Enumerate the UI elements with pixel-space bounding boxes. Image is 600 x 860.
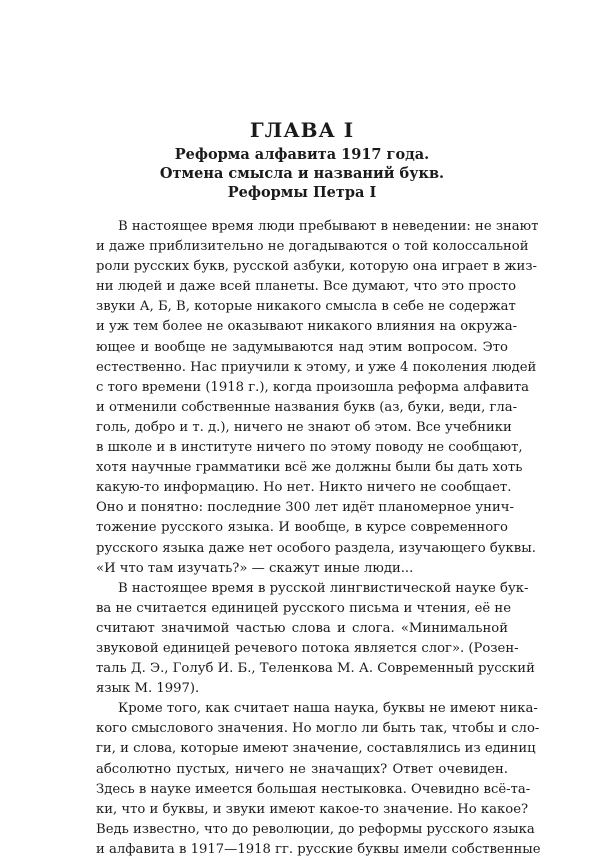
text-line: звуки А, Б, В, которые никакого смысла в себе не содержат	[96, 299, 516, 315]
text-line: ни людей и даже всей планеты. Все думают, что это просто	[96, 279, 517, 295]
text-line: Ведь известно, что до революции, до реформы русского языка	[96, 821, 535, 837]
chapter-subtitle	[96, 145, 508, 202]
text-line: русского языка даже нет особого раздела, изучающего буквы.	[96, 540, 536, 556]
text-line: хотя научные грамматики всё же должны были бы дать хоть	[96, 460, 523, 476]
text-line: и даже приблизительно не догадываются о той колоссальной	[96, 239, 529, 255]
text-line: естественно. Нас приучили к этому, и уже 4 поколения людей	[96, 359, 537, 375]
text-line: какую-то информацию. Но нет. Никто ничего не сообщает.	[96, 480, 512, 496]
text-line: голь, добро и т. д.), ничего не знают об этом. Все учебники	[96, 419, 512, 435]
subtitle-line: Отмена смысла и названий букв.	[159, 165, 445, 182]
text-line: ки, что и буквы, и звуки имеют какое-то значение. Но какое?	[96, 801, 529, 817]
subtitle-line: Реформа алфавита 1917 года.	[174, 146, 430, 163]
body-text	[96, 217, 541, 860]
text-line: звуковой единицей речевого потока является слог». (Розен-	[96, 640, 519, 656]
subtitle-line: Реформы Петра I	[227, 184, 377, 201]
text-line: роли русских букв, русской азбуки, которую она играет в жиз-	[96, 259, 537, 275]
text-line: «И что там изучать?» — скажут иные люди...	[96, 560, 414, 576]
text-line: ющее и вообще не задумываются над этим вопросом. Это	[96, 339, 508, 355]
text-line: таль Д. Э., Голуб И. Б., Теленкова М. А. Современный русский	[96, 661, 535, 677]
text-line: ва не считается единицей русского письма и чтения, её не	[96, 600, 512, 616]
text-line: и отменили собственные названия букв (аз, буки, веди, гла-	[96, 399, 518, 415]
text-line: с того времени (1918 г.), когда произошла реформа алфавита	[96, 379, 529, 395]
text-line: Кроме того, как считает наша наука, буквы не имеют ника-	[118, 701, 538, 717]
text-line: Здесь в науке имеется большая нестыковка. Очевидно всё-та-	[96, 781, 531, 797]
chapter-heading: ГЛАВА I	[249, 118, 355, 142]
text-line: Оно и понятно: последние 300 лет идёт планомерное унич-	[96, 500, 514, 516]
text-line: и уж тем более не оказывают никакого влияния на окружа-	[96, 319, 518, 335]
text-line: и алфавита в 1917—1918 гг. русские буквы имели собственные	[96, 841, 541, 857]
book-page	[96, 118, 541, 860]
text-line: абсолютно пустых, ничего не значащих? Ответ очевиден.	[96, 761, 508, 777]
text-line: кого смыслового значения. Но могло ли быть так, чтобы и сло-	[96, 721, 540, 737]
text-line: считают значимой частью слова и слога. «Минимальной	[96, 620, 508, 636]
text-line: в школе и в институте ничего по этому поводу не сообщают,	[96, 440, 523, 456]
text-line: В настоящее время люди пребывают в неведении: не знают	[118, 219, 539, 234]
text-line: ги, и слова, которые имеют значение, составлялись из единиц	[96, 741, 536, 757]
text-line: В настоящее время в русской лингвистической науке бук-	[118, 580, 529, 596]
text-line: язык М. 1997).	[96, 681, 200, 697]
text-line: тожение русского языка. И вообще, в курсе современного	[96, 520, 508, 536]
